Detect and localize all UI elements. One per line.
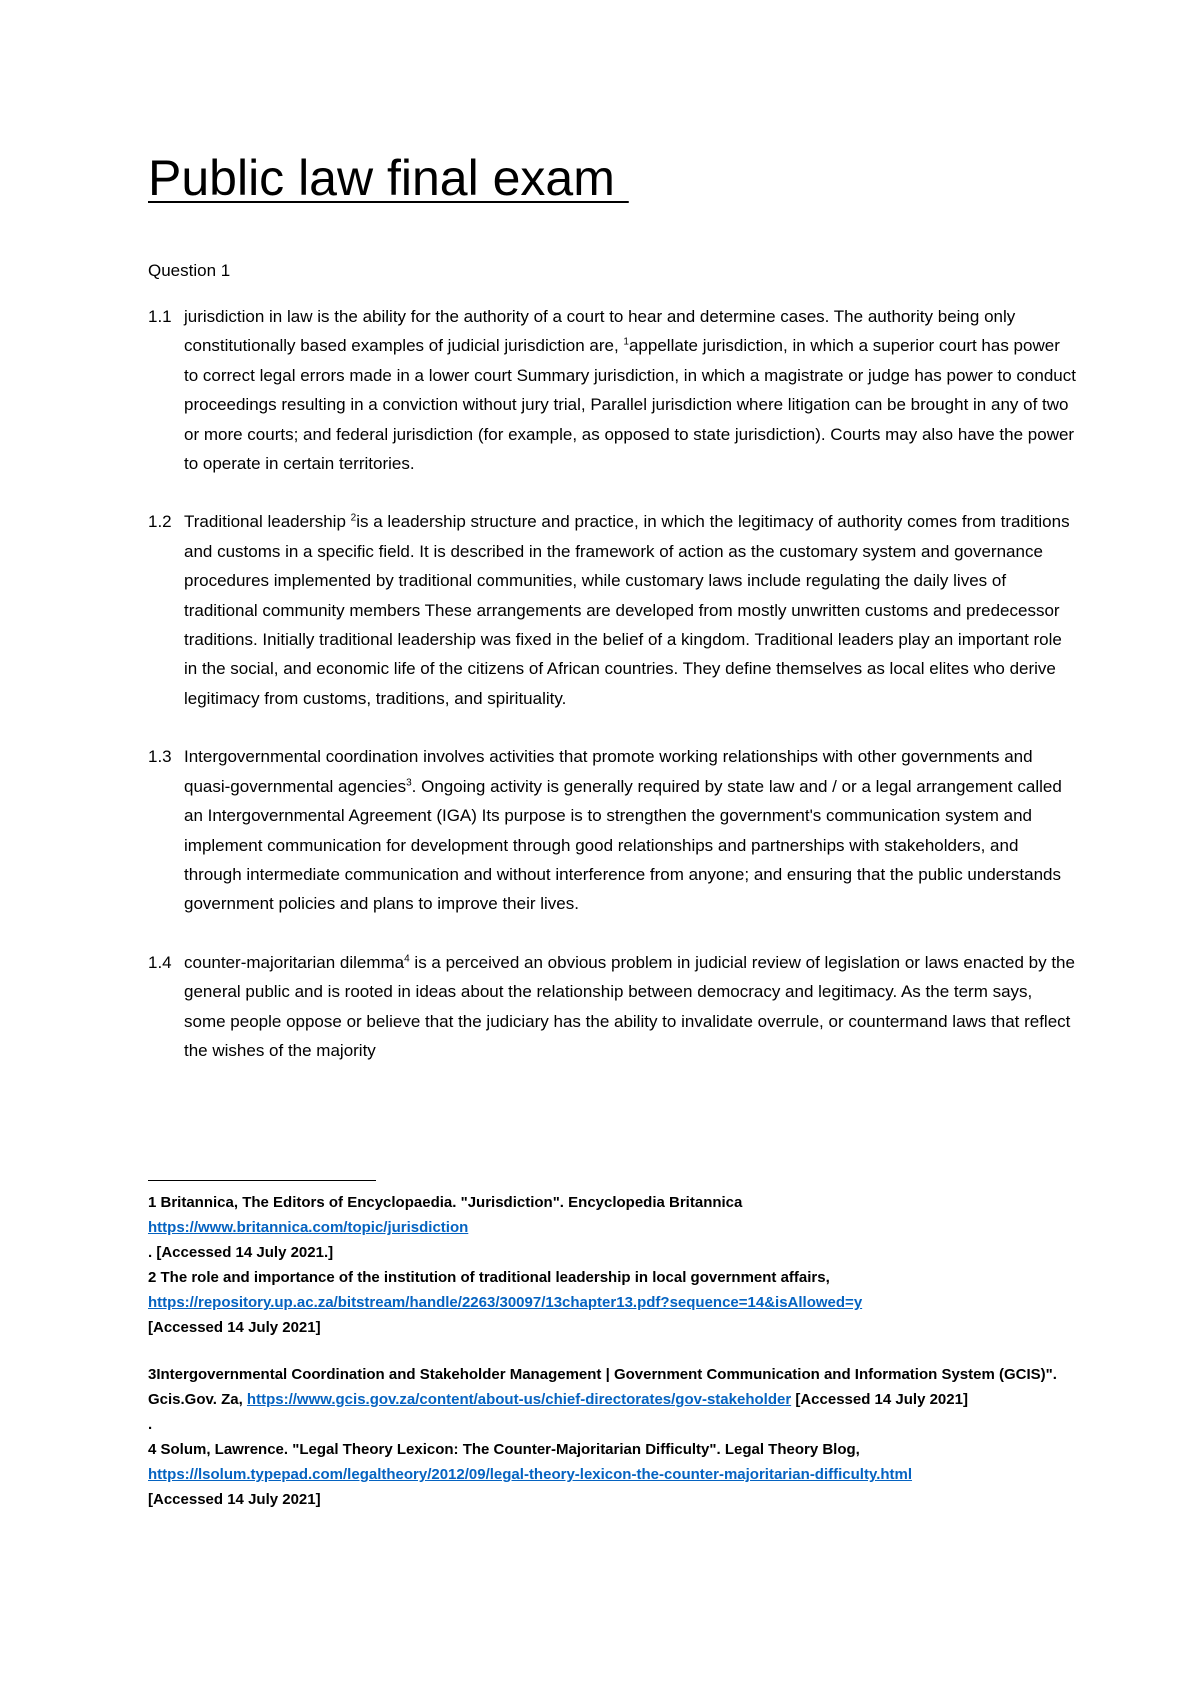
footnote-4-accessed: [Accessed 14 July 2021] bbox=[148, 1491, 321, 1508]
item-text bbox=[184, 948, 1078, 1066]
footnote-1-link[interactable]: https://www.britannica.com/topic/jurisdiction bbox=[148, 1219, 469, 1236]
footnote-ref-1[interactable]: 1 bbox=[623, 336, 629, 348]
answer-item-1-2 bbox=[148, 507, 1078, 713]
answer-item-1-3 bbox=[148, 742, 1078, 918]
answer-item-1-4 bbox=[148, 948, 1078, 1066]
footnote-4 bbox=[148, 1437, 1078, 1512]
footnote-3-link[interactable]: https://www.gcis.gov.za/content/about-us/chief-directorates/gov-stakeholder bbox=[246, 1391, 792, 1408]
item-text-part: counter-majoritarian dilemma bbox=[184, 952, 405, 972]
page-title: Public law final exam bbox=[148, 150, 629, 206]
footnote-ref-3[interactable]: 3 bbox=[406, 777, 412, 789]
footnote-3-trailing: . bbox=[148, 1416, 153, 1433]
answers-body bbox=[148, 302, 1078, 1094]
question-heading: Question 1 bbox=[148, 261, 231, 280]
footnote-1-citation: 1 Britannica, The Editors of Encyclopaedia. "Jurisdiction". Encyclopedia Britannica bbox=[148, 1194, 743, 1211]
item-text bbox=[184, 507, 1078, 713]
footnote-3-accessed: [Accessed 14 July 2021] bbox=[791, 1391, 968, 1408]
item-text bbox=[184, 302, 1078, 478]
footnote-ref-2[interactable]: 2 bbox=[350, 512, 357, 524]
item-text-part: Traditional leadership bbox=[184, 512, 351, 532]
footnote-ref-4[interactable]: 4 bbox=[404, 953, 410, 965]
footnotes bbox=[148, 1190, 1078, 1512]
footnote-1 bbox=[148, 1190, 1078, 1265]
item-number: 1.2 bbox=[148, 512, 172, 532]
footnote-4-citation: 4 Solum, Lawrence. "Legal Theory Lexicon: The Counter-Majoritarian Difficulty". Legal Theory Blog, bbox=[148, 1441, 860, 1458]
footnote-4-link[interactable]: https://lsolum.typepad.com/legaltheory/2012/09/legal-theory-lexicon-the-counter-majoritarian-difficulty.html bbox=[148, 1466, 913, 1483]
item-number: 1.4 bbox=[148, 952, 172, 972]
item-text-part: Intergovernmental coordination involves activities that promote working relationships with other governments and quasi-governmental agencies bbox=[184, 747, 1033, 796]
item-text-part: is a perceived an obvious problem in judicial review of legislation or laws enacted by the general public and is rooted in ideas about the relationship between democracy and legitimacy. As the term says, some people oppose or believe that the judiciary has the ability to invalidate overrule, or countermand laws that reflect the wishes of the majority bbox=[184, 952, 1075, 1060]
item-text-part: appellate jurisdiction, in which a superior court has power to correct legal errors made in a lower court Summary jurisdiction, in which a magistrate or judge has power to conduct proceedings resulting in a conviction without jury trial, Parallel jurisdiction where litigation can be brought in any of two or more courts; and federal jurisdiction (for example, as opposed to state jurisdiction). Courts may also have the power to operate in certain territories. bbox=[184, 336, 1076, 474]
footnote-3-citation bbox=[148, 1362, 1078, 1412]
item-text-part: jurisdiction in law is the ability for the authority of a court to hear and determine cases. The authority being only constitutionally based examples of judicial jurisdiction are, bbox=[184, 307, 1016, 356]
answer-item-1-1 bbox=[148, 302, 1078, 478]
footnote-2-citation: 2 The role and importance of the institution of traditional leadership in local government affairs, bbox=[148, 1269, 830, 1286]
item-number: 1.3 bbox=[148, 747, 172, 767]
footnote-2-accessed: [Accessed 14 July 2021] bbox=[148, 1319, 321, 1336]
footnote-2-link[interactable]: https://repository.up.ac.za/bitstream/handle/2263/30097/13chapter13.pdf?sequence=14&isAllowed=y bbox=[148, 1294, 863, 1311]
footnote-divider bbox=[148, 1180, 376, 1181]
footnote-1-accessed: . [Accessed 14 July 2021.] bbox=[148, 1244, 334, 1261]
footnote-2 bbox=[148, 1265, 1078, 1340]
item-text bbox=[184, 742, 1078, 918]
item-number: 1.1 bbox=[148, 307, 172, 326]
item-text-part: . Ongoing activity is generally required by state law and / or a legal arrangement called an Intergovernmental Agreement (IGA) Its purpose is to strengthen the government's communication system and implement communication for development through good relationships and partnerships with stakeholders, and through intermediate communication and without interference from anyone; and ensuring that the public understands government policies and plans to improve their lives. bbox=[184, 776, 1062, 914]
footnote-3-text: 3Intergovernmental Coordination and Stakeholder Management | Government Communication and Information System (GCIS)". Gcis.Gov. Za, bbox=[148, 1366, 1057, 1408]
footnote-3 bbox=[148, 1362, 1078, 1437]
item-text-part: is a leadership structure and practice, in which the legitimacy of authority comes from traditions and customs in a specific field. It is described in the framework of action as the customary system and governance procedures implemented by traditional communities, while customary laws include regulating the daily lives of traditional community members These arrangements are developed from mostly unwritten customs and predecessor traditions. Initially traditional leadership was fixed in the belief of a kingdom. Traditional leaders play an important role in the social, and economic life of the citizens of African countries. They define themselves as local elites who derive legitimacy from customs, traditions, and spirituality. bbox=[184, 512, 1070, 708]
